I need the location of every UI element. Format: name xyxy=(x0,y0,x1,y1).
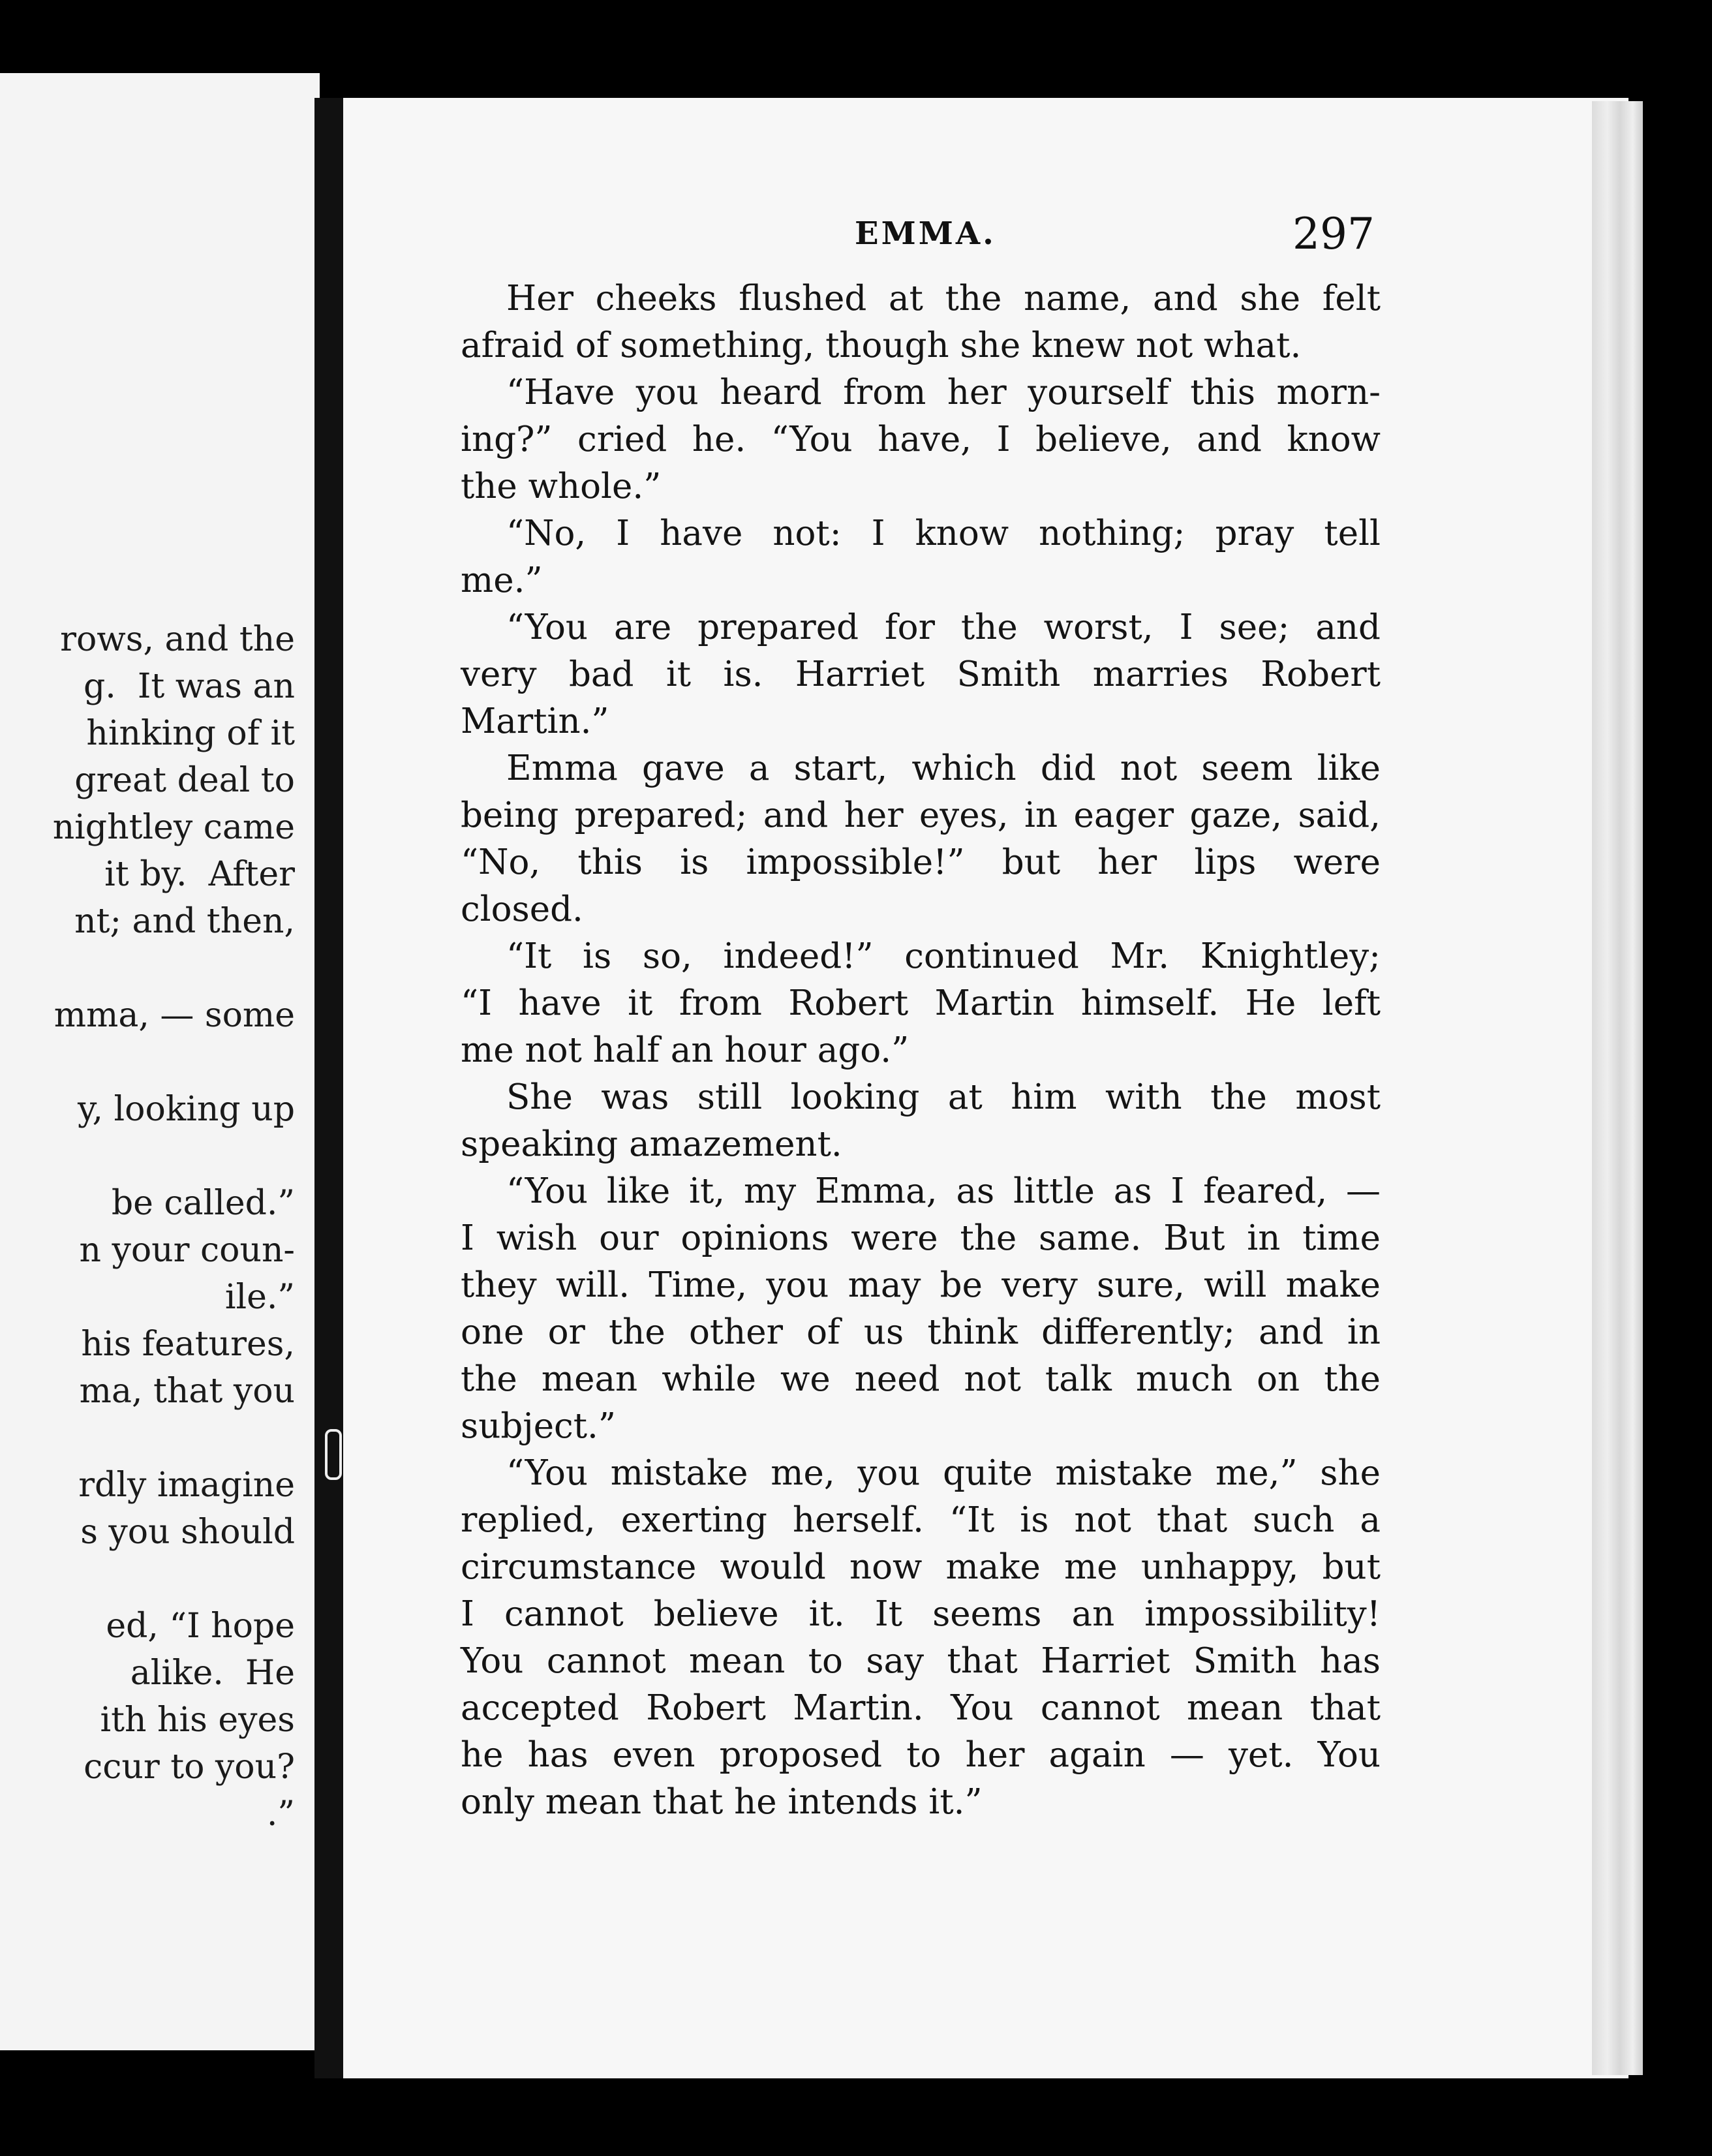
previous-page-line xyxy=(0,1556,295,1603)
text-line: I cannot believe it. It seems an impossibility! xyxy=(461,1594,1381,1634)
previous-page-line: .” xyxy=(266,1794,295,1834)
previous-page-line: y, looking up xyxy=(78,1090,295,1129)
previous-page-line xyxy=(0,1415,295,1462)
text-line: ing?” cried he. “You have, I believe, and know xyxy=(461,420,1381,459)
previous-page-line: be called.” xyxy=(111,1184,295,1223)
text-line: afraid of something, though she knew not what. xyxy=(461,326,1302,365)
text-line: one or the other of us think differently; and in xyxy=(461,1312,1381,1352)
text-line: being prepared; and her eyes, in eager gaze, said, xyxy=(461,795,1381,835)
text-line: circumstance would now make me unhappy, but xyxy=(461,1547,1381,1587)
page-number: 297 xyxy=(1292,209,1375,259)
text-line: “It is so, indeed!” continued Mr. Knightley; xyxy=(506,936,1381,976)
previous-page-line: ed, “I hope xyxy=(106,1607,295,1646)
current-page xyxy=(343,98,1628,2078)
previous-page-line: his features, xyxy=(81,1325,295,1364)
text-line: “You mistake me, you quite mistake me,” she xyxy=(506,1453,1381,1493)
text-line: speaking amazement. xyxy=(461,1124,842,1164)
previous-page-line: rows, and the xyxy=(60,620,295,659)
text-line: replied, exerting herself. “It is not that such a xyxy=(461,1500,1381,1540)
text-line: they will. Time, you may be very sure, will make xyxy=(461,1265,1381,1305)
previous-page-line: g. It was an xyxy=(83,667,295,706)
text-line: me.” xyxy=(461,561,543,600)
previous-page-line: rdly imagine xyxy=(78,1466,295,1505)
text-line: Martin.” xyxy=(461,701,609,741)
text-line: She was still looking at him with the most xyxy=(506,1077,1381,1117)
previous-page-line: alike. He xyxy=(130,1654,295,1693)
page-stack-edge xyxy=(1592,101,1643,2075)
previous-page-line: ma, that you xyxy=(79,1372,295,1411)
text-line: subject.” xyxy=(461,1406,616,1446)
previous-page xyxy=(0,73,320,2050)
text-line: “You like it, my Emma, as little as I feared, — xyxy=(506,1171,1381,1211)
text-line: only mean that he intends it.” xyxy=(461,1782,983,1822)
previous-page-line: ith his eyes xyxy=(100,1701,295,1740)
text-line: accepted Robert Martin. You cannot mean that xyxy=(461,1688,1381,1728)
text-line: he has even proposed to her again — yet. You xyxy=(461,1735,1381,1775)
previous-page-line: hinking of it xyxy=(86,714,295,753)
previous-page-line: n your coun- xyxy=(79,1231,295,1270)
text-line: Emma gave a start, which did not seem like xyxy=(506,748,1381,788)
text-line: “Have you heard from her yourself this morn- xyxy=(506,373,1381,412)
page-body-text xyxy=(461,275,1381,1826)
previous-page-text xyxy=(0,616,295,1838)
text-line: the mean while we need not talk much on the xyxy=(461,1359,1381,1399)
binding-mark xyxy=(325,1429,342,1480)
text-line: “I have it from Robert Martin himself. He left xyxy=(461,983,1381,1023)
previous-page-line: nt; and then, xyxy=(74,902,295,941)
previous-page-line: ccur to you? xyxy=(84,1748,295,1787)
text-line: closed. xyxy=(461,889,583,929)
text-line: “You are prepared for the worst, I see; and xyxy=(506,608,1381,647)
previous-page-line xyxy=(0,945,295,992)
text-line: very bad it is. Harriet Smith marries Robert xyxy=(461,654,1381,694)
previous-page-line: nightley came xyxy=(52,808,295,847)
text-line: I wish our opinions were the same. But in time xyxy=(461,1218,1381,1258)
running-title: EMMA. xyxy=(855,215,996,252)
text-line: “No, this is impossible!” but her lips were xyxy=(461,842,1381,882)
page-header xyxy=(343,209,1628,261)
previous-page-line: it by. After xyxy=(104,855,295,894)
previous-page-line xyxy=(0,1133,295,1180)
previous-page-line xyxy=(0,1039,295,1086)
text-line: “No, I have not: I know nothing; pray tell xyxy=(506,514,1381,553)
previous-page-line: ile.” xyxy=(224,1278,295,1317)
previous-page-line: great deal to xyxy=(74,761,295,800)
previous-page-line: s you should xyxy=(80,1513,295,1552)
text-line: Her cheeks flushed at the name, and she felt xyxy=(506,279,1381,318)
text-line: You cannot mean to say that Harriet Smith has xyxy=(461,1641,1381,1681)
text-line: me not half an hour ago.” xyxy=(461,1030,910,1070)
text-line: the whole.” xyxy=(461,467,662,506)
book-gutter xyxy=(314,98,343,2078)
previous-page-line: mma, — some xyxy=(54,996,295,1035)
